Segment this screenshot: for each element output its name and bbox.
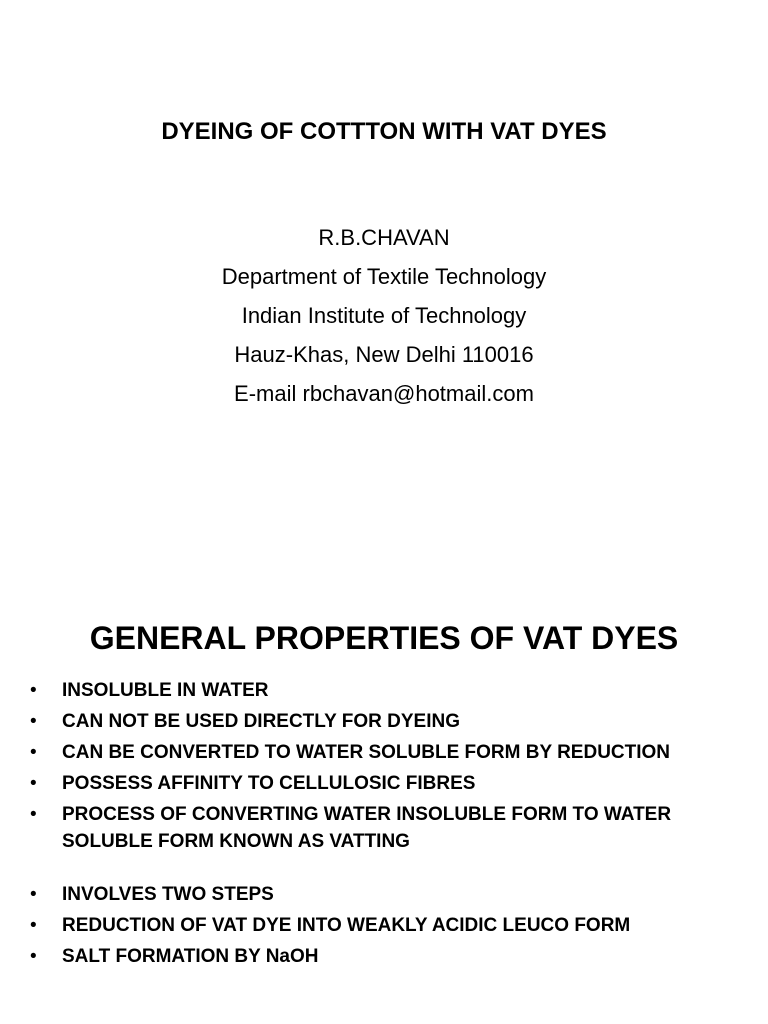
- slide-general-properties: [0, 590, 768, 1024]
- bullet-list: [30, 677, 730, 974]
- bullet-icon: •: [30, 804, 37, 825]
- bullet-item: [30, 739, 730, 766]
- bullet-text: POSSESS AFFINITY TO CELLULOSIC FIBRES: [62, 773, 476, 794]
- bullet-text: SALT FORMATION BY NaOH: [62, 946, 319, 967]
- bullet-item: [30, 677, 730, 704]
- bullet-icon: •: [30, 711, 37, 732]
- bullet-text: CAN BE CONVERTED TO WATER SOLUBLE FORM BY REDUCTION: [62, 742, 671, 763]
- author-block: [0, 218, 768, 413]
- bullet-text: INSOLUBLE IN WATER: [62, 680, 269, 701]
- section-title: GENERAL PROPERTIES OF VAT DYES: [89, 620, 679, 656]
- bullet-item: [30, 912, 730, 939]
- bullet-text: REDUCTION OF VAT DYE INTO WEAKLY ACIDIC LEUCO FORM: [62, 915, 631, 936]
- bullet-item: [30, 943, 730, 970]
- document-title: DYEING OF COTTTON WITH VAT DYES: [161, 118, 607, 145]
- bullet-icon: •: [30, 915, 37, 936]
- bullet-text: PROCESS OF CONVERTING WATER INSOLUBLE FORM TO WATER SOLUBLE FORM KNOWN AS VATTING: [62, 804, 672, 852]
- author-address: Hauz-Khas, New Delhi 110016: [234, 342, 534, 367]
- bullet-icon: •: [30, 946, 37, 967]
- bullet-icon: •: [30, 742, 37, 763]
- bullet-icon: •: [30, 884, 37, 905]
- bullet-item: [30, 881, 730, 908]
- author-institute: Indian Institute of Technology: [241, 303, 527, 328]
- bullet-item: [30, 708, 730, 735]
- author-department: Department of Textile Technology: [221, 264, 547, 289]
- bullet-icon: •: [30, 773, 37, 794]
- bullet-item: [30, 770, 730, 797]
- author-email: E-mail rbchavan@hotmail.com: [234, 381, 534, 406]
- bullet-icon: •: [30, 680, 37, 701]
- bullet-text: CAN NOT BE USED DIRECTLY FOR DYEING: [62, 711, 460, 732]
- bullet-text: INVOLVES TWO STEPS: [62, 884, 274, 905]
- bullet-item: [30, 801, 730, 855]
- author-name: R.B.CHAVAN: [318, 225, 450, 250]
